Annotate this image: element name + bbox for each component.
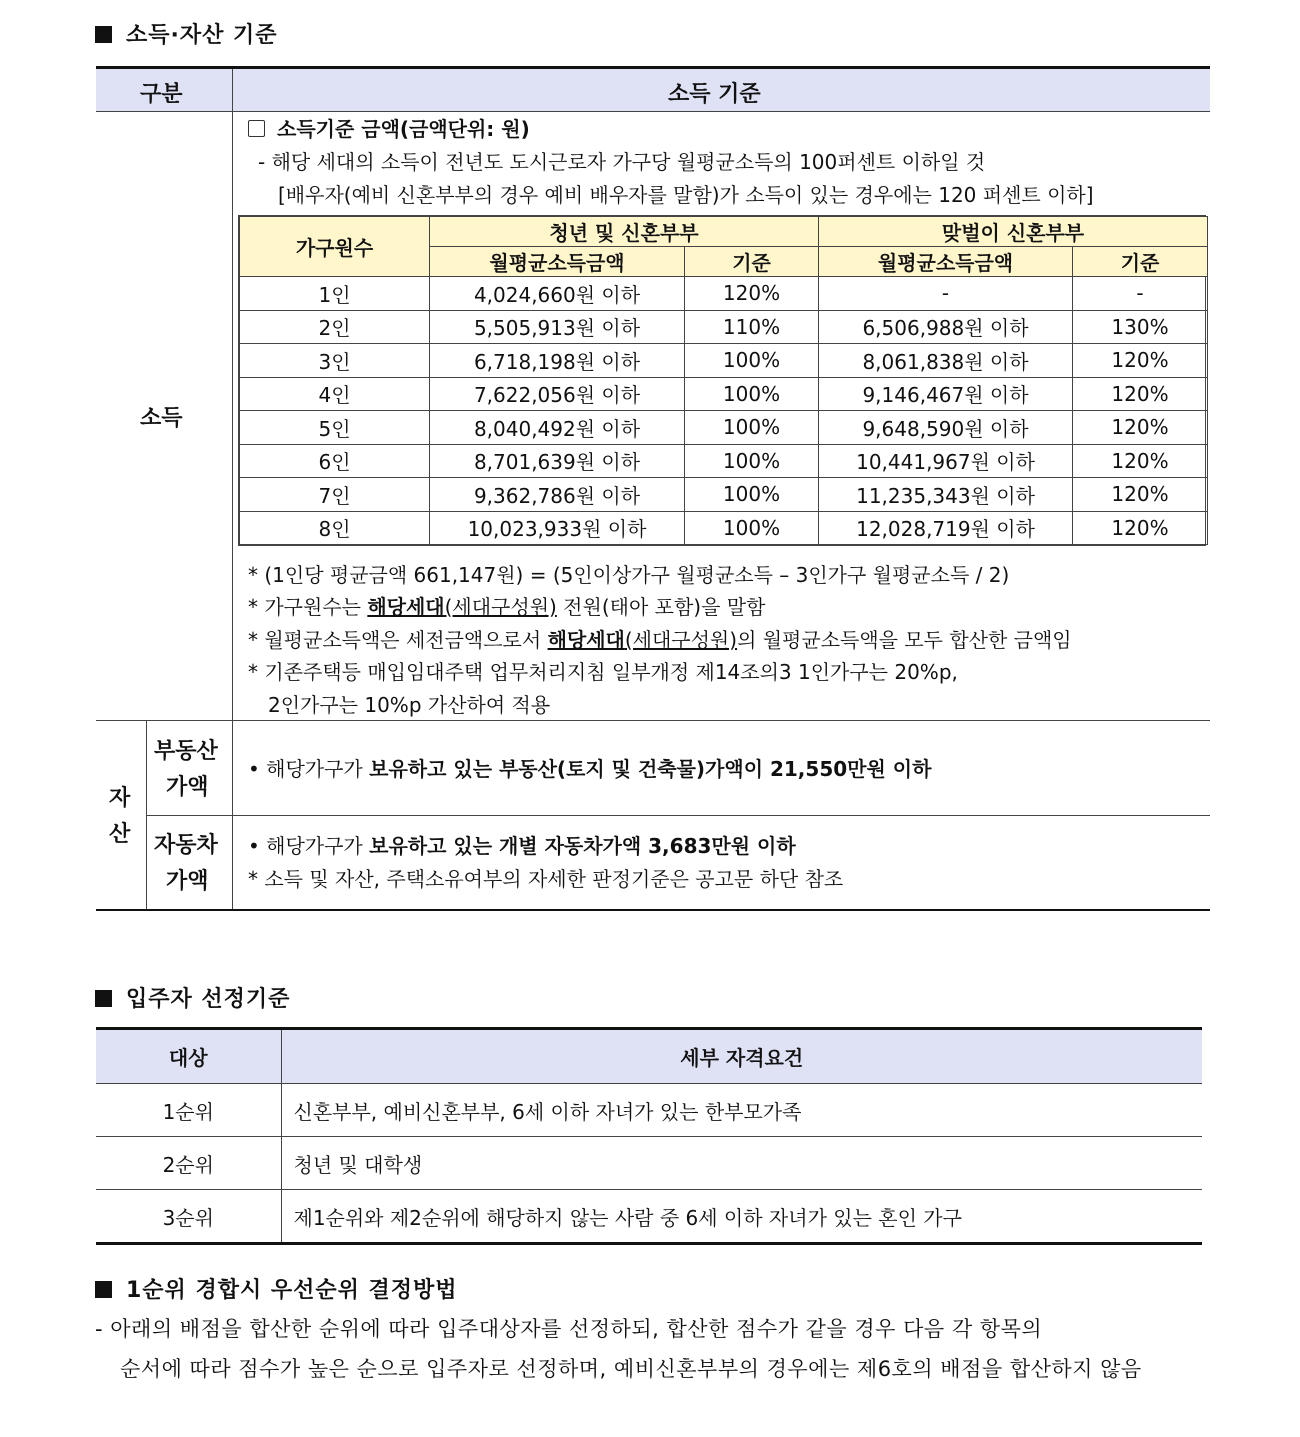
table-header [96,69,1210,112]
divider [96,720,1210,721]
table-row: 7인 9,362,786원 이하 100% 11,235,343원 이하 120% [240,478,1208,512]
group-youth-newlywed: 청년 및 신혼부부 [430,217,819,247]
criteria-line1: - 해당 세대의 소득이 전년도 도시근로자 가구당 월평균소득의 100퍼센트 이하일 것 [258,150,986,174]
table-row: 4인 7,622,056원 이하 100% 9,146,467원 이하 120% [240,377,1208,411]
realestate-criteria: • 해당가구가 보유하고 있는 부동산(토지 및 건축물)가액이 21,550만원 이하 [248,757,932,781]
realestate-label-2: 가액 [166,775,209,800]
note-household-members: * 가구원수는 해당세대(세대구성원) 전원(태아 포함)을 말함 [248,595,766,619]
sub-rate: 기준 [1073,247,1208,277]
criteria-line2: [배우자(예비 신혼부부의 경우 예비 배우자를 말함)가 소득이 있는 경우에는 120 퍼센트 이하] [278,183,1094,207]
section-title-income-asset: 소득·자산 기준 [95,18,278,49]
table-row: 1순위 신혼부부, 예비신혼부부, 6세 이하 자녀가 있는 한부모가족 [96,1084,1202,1137]
group-dual-income: 맞벌이 신혼부부 [819,217,1208,247]
header-target: 대상 [96,1030,281,1084]
note-per-person-amount: * (1인당 평균금액 661,147원) = (5인이상가구 월평균소득 – 3인가구 월평균소득 / 2) [248,563,1010,587]
asset-label-2: 산 [109,822,131,847]
sub-rate: 기준 [685,247,819,277]
checkbox-square-icon [248,120,265,137]
col-household-size: 가구원수 [240,217,430,277]
header-income-criteria: 소득 기준 [668,82,761,107]
section-title-selection: 입주자 선정기준 [95,982,290,1013]
header-category: 구분 [140,82,183,107]
square-bullet-icon [95,26,112,43]
table-row: 2순위 청년 및 대학생 [96,1137,1202,1190]
income-amount-table [238,215,1206,546]
income-label: 소득 [140,406,183,431]
car-criteria: • 해당가구가 보유하고 있는 개별 자동차가액 3,683만원 이하 [248,834,796,858]
car-label-1: 자동차 [154,833,218,858]
sub-amount: 월평균소득금액 [819,247,1073,277]
divider [232,69,233,909]
table-row: 8인 10,023,933원 이하 100% 12,028,719원 이하 120% [240,511,1208,545]
car-note: * 소득 및 자산, 주택소유여부의 자세한 판정기준은 공고문 하단 참조 [248,867,844,891]
note-guideline-line1: * 기존주택등 매입임대주택 업무처리지침 일부개정 제14조의3 1인가구는 20%p, [248,660,958,684]
priority-line1: - 아래의 배점을 합산한 순위에 따라 입주대상자를 선정하되, 합산한 점수가 같을 경우 다음 각 항목의 [95,1317,1043,1341]
table-row: 1인 4,024,660원 이하 120% - - [240,277,1208,311]
realestate-label-1: 부동산 [154,739,218,764]
header-requirements: 세부 자격요건 [281,1030,1202,1084]
table-row: 3인 6,718,198원 이하 100% 8,061,838원 이하 120% [240,344,1208,378]
criteria-title: 소득기준 금액(금액단위: 원) [248,113,530,142]
table-row: 3순위 제1순위와 제2순위에 해당하지 않는 사람 중 6세 이하 자녀가 있는 혼인 가구 [96,1190,1202,1243]
car-label-2: 가액 [166,869,209,894]
divider [146,815,1210,816]
note-monthly-income: * 월평균소득액은 세전금액으로서 해당세대(세대구성원)의 월평균소득액을 모두 합산한 금액임 [248,628,1072,652]
table-row: 2인 5,505,913원 이하 110% 6,506,988원 이하 130% [240,310,1208,344]
note-guideline-line2: 2인가구는 10%p 가산하여 적용 [268,693,551,717]
selection-criteria-table [96,1027,1202,1245]
asset-label-1: 자 [109,786,131,811]
priority-line2: 순서에 따라 점수가 높은 순으로 입주자로 선정하며, 예비신혼부부의 경우에는 제6호의 배점을 합산하지 않음 [120,1357,1142,1381]
table-row: 6인 8,701,639원 이하 100% 10,441,967원 이하 120% [240,444,1208,478]
section-title-priority: 1순위 경합시 우선순위 결정방법 [95,1273,458,1304]
table-row: 5인 8,040,492원 이하 100% 9,648,590원 이하 120% [240,411,1208,445]
sub-amount: 월평균소득금액 [430,247,685,277]
square-bullet-icon [95,990,112,1007]
square-bullet-icon [95,1281,112,1298]
